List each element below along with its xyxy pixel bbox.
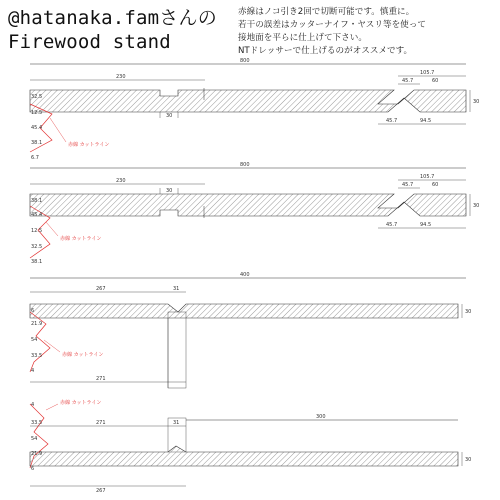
left-dim: 54 — [31, 436, 38, 442]
note-line-1: 赤線はノコ引き2回で切断可能です。慎重に。 — [238, 7, 415, 17]
dim-label: 230 — [116, 178, 126, 184]
height-label: 30 — [465, 309, 472, 315]
left-dim: 38.1 — [31, 198, 43, 204]
left-dim: 32.5 — [31, 244, 43, 250]
overall-length-label: 800 — [240, 162, 250, 168]
left-dim: 45.4 — [31, 125, 43, 131]
note-line-4: NTドレッサーで仕上げるのがオススメです。 — [238, 46, 413, 56]
part-1 — [30, 58, 479, 161]
cut-label: 赤線 カットライン — [68, 142, 110, 148]
note-line-2: 若干の誤差はカッターナイフ・ヤスリ等を使って — [238, 20, 426, 30]
left-dim: 38.1 — [31, 259, 43, 265]
height-label: 30 — [465, 457, 472, 463]
cut-label: 赤線 カットライン — [62, 352, 104, 358]
dim-label: 45.7 — [386, 118, 398, 124]
height-label: 30 — [473, 203, 480, 209]
dim-label: 30 — [166, 188, 173, 194]
left-dim: 21.9 — [31, 451, 43, 457]
left-dim: 54 — [31, 337, 38, 343]
board-outline — [30, 304, 458, 318]
dim-label: 230 — [116, 74, 126, 80]
dim-label: 105.7 — [420, 70, 435, 76]
left-dim: 33.5 — [31, 353, 43, 359]
left-dim: 4 — [31, 368, 35, 374]
left-dim: 45.4 — [31, 212, 43, 218]
dim-label: 267 — [96, 488, 106, 494]
note-line-3: 接地面を平らに仕上げて下さい。 — [238, 33, 367, 43]
cut-leader — [44, 340, 60, 352]
left-dim: 6 — [31, 308, 35, 314]
title-line-1: @hatanaka.famさんの — [8, 7, 217, 29]
part-4 — [30, 399, 471, 494]
dim-label: 94.5 — [420, 222, 432, 228]
left-dim: 33.5 — [31, 420, 43, 426]
cut-label: 赤線 カットライン — [60, 236, 102, 242]
board-outline — [30, 90, 466, 112]
dim-label: 30 — [166, 113, 173, 119]
left-dim: 38.1 — [31, 140, 43, 146]
left-dim: 6.7 — [31, 155, 39, 161]
left-dim: 6 — [31, 466, 35, 472]
left-dim: 32.5 — [31, 94, 43, 100]
dim-label: 31 — [173, 286, 180, 292]
board-outline — [30, 446, 458, 466]
part-3 — [30, 272, 471, 388]
board-outline — [30, 194, 466, 216]
dim-label: 271 — [96, 376, 106, 382]
cut-leader — [46, 222, 58, 236]
dim-label: 45.7 — [402, 78, 414, 84]
dim-label: 271 — [96, 420, 106, 426]
dim-label: 60 — [432, 78, 439, 84]
height-label: 30 — [473, 99, 480, 105]
part-2 — [30, 162, 479, 265]
dim-label: 94.5 — [420, 118, 432, 124]
left-dim: 12.5 — [31, 110, 43, 116]
overall-length-label: 300 — [316, 414, 326, 420]
overall-length-label: 800 — [240, 58, 250, 64]
left-dim: 21.9 — [31, 321, 43, 327]
cut-label: 赤線 カットライン — [60, 400, 102, 406]
joint-slot — [168, 312, 186, 388]
dim-label: 105.7 — [420, 174, 435, 180]
left-dim: 4 — [31, 402, 35, 408]
overall-length-label: 400 — [240, 272, 250, 278]
dim-label: 45.7 — [402, 182, 414, 188]
dim-label: 267 — [96, 286, 106, 292]
left-dim: 12.5 — [31, 228, 43, 234]
dim-label: 45.7 — [386, 222, 398, 228]
cut-leader — [50, 118, 66, 142]
dim-label: 60 — [432, 182, 439, 188]
title-line-2: Firewood stand — [8, 31, 171, 53]
cut-leader — [46, 404, 58, 410]
dim-label: 31 — [173, 420, 180, 426]
